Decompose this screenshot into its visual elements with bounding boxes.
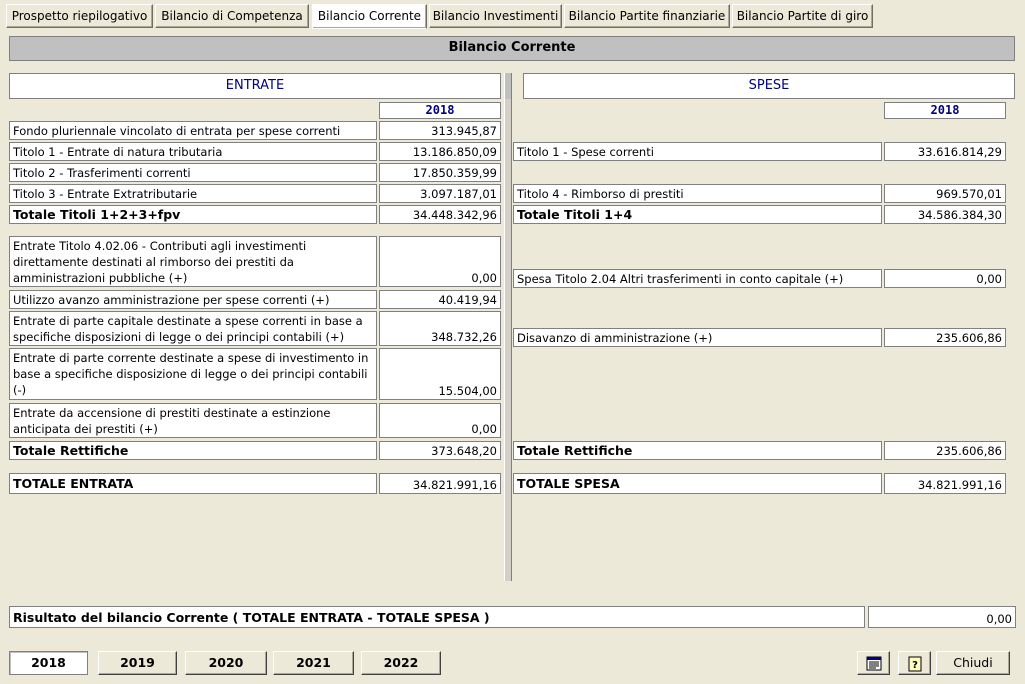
spese-value-titolo-2-04[interactable]: 0,00 [884,269,1006,288]
tab-bilancio-partite-di-giro[interactable]: Bilancio Partite di giro [732,4,873,28]
spese-label-titolo1: Titolo 1 - Spese correnti [513,142,882,161]
entrate-label-totale-rettifiche: Totale Rettifiche [9,441,377,460]
year-button-2022[interactable]: 2022 [361,651,441,675]
entrate-label-titolo-4-02-06: Entrate Titolo 4.02.06 - Contributi agli investimenti direttamente destinati al rimborso dei prestiti da amministrazioni pubbliche (+) [9,236,377,287]
entrate-value-titolo3[interactable]: 3.097.187,01 [379,184,501,203]
spese-value-titolo1[interactable]: 33.616.814,29 [884,142,1006,161]
entrate-value-totale-entrata: 34.821.991,16 [379,473,501,494]
entrate-value-totale-titoli: 34.448.342,96 [379,205,501,224]
column-divider [504,73,512,581]
spese-value-totale-titoli: 34.586.384,30 [884,205,1006,224]
spese-label-disavanzo: Disavanzo di amministrazione (+) [513,328,882,347]
entrate-label-totale-entrata: TOTALE ENTRATA [9,473,377,494]
year-button-2018[interactable]: 2018 [9,651,88,675]
entrate-value-accensione-prestiti[interactable]: 0,00 [379,403,501,438]
year-button-2020[interactable]: 2020 [185,651,267,675]
close-button[interactable]: Chiudi [936,651,1010,675]
entrate-label-parte-capitale: Entrate di parte capitale destinate a spese correnti in base a specifiche disposizioni di legge o dei principi contabili (+) [9,311,377,346]
entrate-label-titolo3: Titolo 3 - Entrate Extratributarie [9,184,377,203]
spese-value-titolo4[interactable]: 969.570,01 [884,184,1006,203]
spese-label-totale-titoli: Totale Titoli 1+4 [513,205,882,224]
entrate-year-header: 2018 [379,102,501,119]
entrate-label-titolo2: Titolo 2 - Trasferimenti correnti [9,163,377,182]
entrate-label-avanzo: Utilizzo avanzo amministrazione per spese correnti (+) [9,290,377,309]
spese-year-header: 2018 [884,102,1006,119]
entrate-header: ENTRATE [9,73,501,99]
result-value: 0,00 [868,606,1016,628]
entrate-label-accensione-prestiti: Entrate da accensione di prestiti destinate a estinzione anticipata dei prestiti (+) [9,403,377,438]
help-button[interactable] [898,651,931,675]
spese-header: SPESE [523,73,1015,99]
entrate-value-titolo2[interactable]: 17.850.359,99 [379,163,501,182]
help-icon [907,656,923,672]
entrate-value-parte-capitale[interactable]: 348.732,26 [379,311,501,346]
tab-bilancio-investimenti[interactable]: Bilancio Investimenti [429,4,562,28]
svg-text:?: ? [911,659,918,671]
page-title: Bilancio Corrente [9,36,1015,61]
year-button-2019[interactable]: 2019 [98,651,177,675]
entrate-value-fpv[interactable]: 313.945,87 [379,121,501,140]
result-label: Risultato del bilancio Corrente ( TOTALE ENTRATA - TOTALE SPESA ) [9,606,865,628]
entrate-value-titolo1[interactable]: 13.186.850,09 [379,142,501,161]
spese-label-totale-rettifiche: Totale Rettifiche [513,441,882,460]
tab-bilancio-di-competenza[interactable]: Bilancio di Competenza [155,4,309,28]
spese-value-totale-spesa: 34.821.991,16 [884,473,1006,494]
entrate-value-totale-rettifiche: 373.648,20 [379,441,501,460]
tab-bilancio-corrente[interactable]: Bilancio Corrente [312,4,427,29]
entrate-label-totale-titoli: Totale Titoli 1+2+3+fpv [9,205,377,224]
tab-prospetto-riepilogativo[interactable]: Prospetto riepilogativo [6,4,153,28]
year-button-2021[interactable]: 2021 [273,651,354,675]
entrate-value-parte-corrente[interactable]: 15.504,00 [379,348,501,400]
divider-cap [505,73,511,99]
tab-bilancio-partite-finanziarie[interactable]: Bilancio Partite finanziarie [564,4,730,28]
spese-label-titolo-2-04: Spesa Titolo 2.04 Altri trasferimenti in conto capitale (+) [513,269,882,288]
spese-value-disavanzo[interactable]: 235.606,86 [884,328,1006,347]
entrate-value-titolo-4-02-06[interactable]: 0,00 [379,236,501,287]
report-button[interactable] [857,651,890,675]
spese-value-totale-rettifiche: 235.606,86 [884,441,1006,460]
spese-label-titolo4: Titolo 4 - Rimborso di prestiti [513,184,882,203]
report-icon [866,656,882,671]
entrate-value-avanzo[interactable]: 40.419,94 [379,290,501,309]
spese-label-totale-spesa: TOTALE SPESA [513,473,882,494]
entrate-label-fpv: Fondo pluriennale vincolato di entrata per spese correnti [9,121,377,140]
entrate-label-parte-corrente: Entrate di parte corrente destinate a spese di investimento in base a specifiche disposizione di legge o dei principi contabili (-) [9,348,377,400]
entrate-label-titolo1: Titolo 1 - Entrate di natura tributaria [9,142,377,161]
